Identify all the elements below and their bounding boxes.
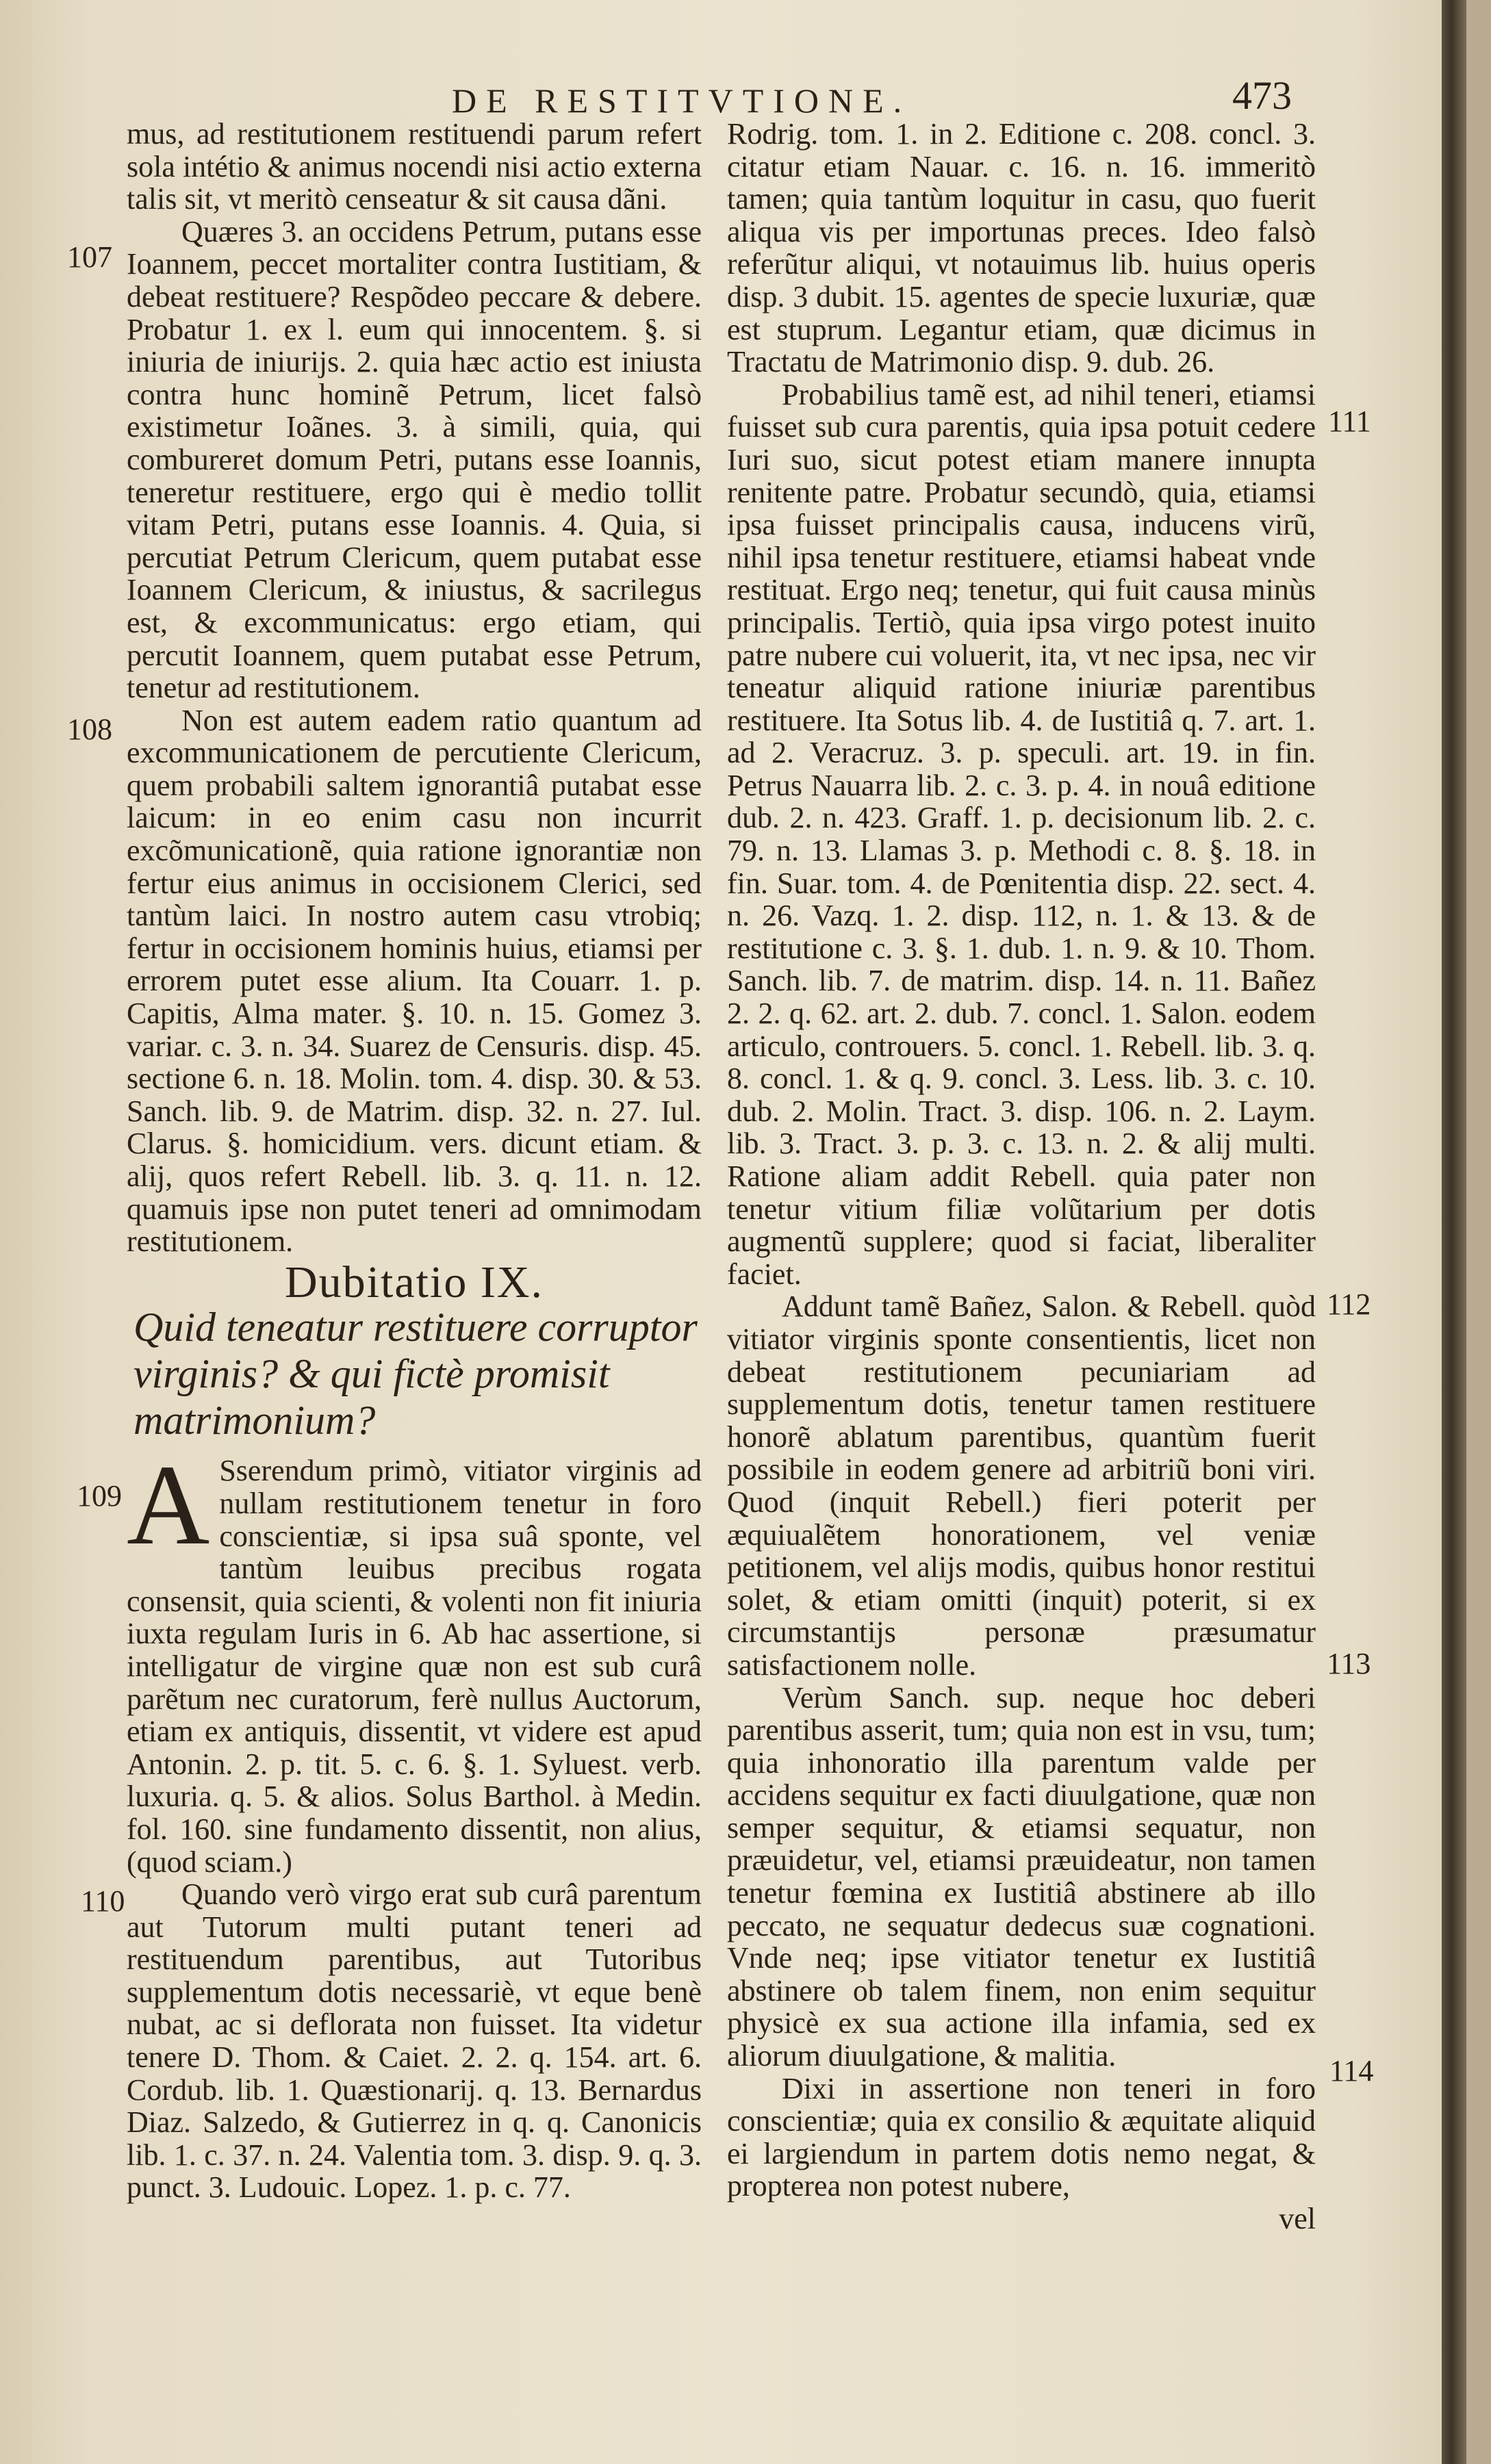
margin-number-110: 110: [81, 1884, 125, 1918]
margin-number-109: 109: [77, 1479, 122, 1513]
dubitatio-heading: Dubitatio IX.: [285, 1257, 544, 1307]
margin-number-114: 114: [1329, 2054, 1374, 2088]
paragraph-112: Addunt tamẽ Bañez, Salon. & Rebell. quòd vitiator virginis sponte consentientis, licet non debeat restitutionem pecuniariam ad supplementum dotis, tenetur tamen restituere honorẽ ablatum parentibus, quantùm fuerit possibile in eodem genere ad arbitriũ boni viri. Quod (inquit Rebell.) fieri poterit per æquiualẽtem honorationem, vel veniæ petitionem, vel alijs modis, quibus honor restitui solet, & etiam omitti (inquit) poterit, si ex circumstantijs personæ præsumatur satisfactionem nolle.: [727, 1289, 1316, 1682]
paragraph-109-text: Sserendum primò, vitiator virginis ad nullam restitutionem tenetur in foro conscientiæ, si ipsa suâ sponte, vel tantùm leuibus precibus rogata consensit, quia scienti, & volenti non fit iniuria iuxta regulam Iuris in 6. Ab hac assertione, si intelligatur de virgine quæ non est sub curâ parẽtum nec curatorum, ferè nullus Auctorum, etiam ex antiquis, dissentit, vt videre est apud Antonin. 2. p. tit. 5. c. 6. §. 1. Syluest. verb. luxuria. q. 5. & alios. Solus Barthol. à Medin. fol. 160. sine fundamento dissentit, non alius, (quod sciam.): [127, 1454, 702, 1879]
dubitatio-question: Quid teneatur restituere corruptor virginis? & qui fictè promisit matrimonium?: [133, 1305, 698, 1443]
margin-number-107: 107: [67, 240, 112, 274]
paragraph-110: Quando verò virgo erat sub curâ parentum aut Tutorum multi putant teneri ad restituendum parentibus, aut Tutoribus supplementum dotis necessariè, vt eque benè nubat, ac si deflorata non fuisset. Ita videtur tenere D. Thom. & Caiet. 2. 2. q. 154. art. 6. Cordub. lib. 1. Quæstionarij. q. 13. Bernardus Diaz. Salzedo, & Gutierrez in q. q. Canonicis lib. 1. c. 37. n. 24. Valentia tom. 3. disp. 9. q. 3. punct. 3. Ludouic. Lopez. 1. p. c. 77.: [127, 1877, 702, 2205]
margin-number-108: 108: [67, 713, 112, 746]
paragraph-114: Dixi in assertione non teneri in foro conscientiæ; quia ex consilio & æquitate aliquid ei largiendum in partem dotis nemo negat, & propterea non potest nubere,: [727, 2071, 1316, 2203]
paragraph-continuation-right: Rodrig. tom. 1. in 2. Editione c. 208. concl. 3. citatur etiam Nauar. c. 16. n. 16. immeritò tamen; quia tantùm loquitur in casu, quo fuerit aliqua vis per importunas preces. Ideo falsò referũtur aliqui, vt notauimus lib. huius operis disp. 3 dubit. 15. agentes de specie luxuriæ, quæ est stuprum. Legantur etiam, quæ dicimus in Tractatu de Matrimonio disp. 9. dub. 26.: [727, 117, 1316, 379]
catchword: vel: [1279, 2202, 1316, 2235]
margin-number-112: 112: [1327, 1287, 1371, 1321]
drop-cap: A: [127, 1441, 210, 1569]
paragraph-113: Verùm Sanch. sup. neque hoc deberi parentibus asserit, tum; quia non est in vsu, tum; quia inhonoratio illa parentum valde per accidens sequitur ex facti diuulgatione, quæ non semper sequitur, & etiamsi sequatur, non præuidetur, vel, etiamsi præuideatur, non tamen tenetur fœmina ex Iustitiâ abstinere ab illo peccato, ne sequatur dedecus suæ cognationi. Vnde neq; ipse vitiator tenetur ex Iustitiâ abstinere ob talem finem, non enim sequitur physicè ex sua actione illa infamia, sed ex aliorum diuulgatione, & malitia.: [727, 1680, 1316, 2073]
margin-number-113: 113: [1327, 1647, 1371, 1680]
left-column: [127, 118, 702, 2204]
paragraph-108: Non est autem eadem ratio quantum ad excommunicationem de percutiente Clericum, quem probabili saltem ignorantiâ putabat esse laicum: in eo enim casu non incurrit excõmunicationẽ, quia ratione ignorantiæ non fertur eius animus in occisionem Clerici, sed tantùm laici. In nostro autem casu vtrobiq; fertur in occisionem hominis huius, etiamsi per errorem putet esse alium. Ita Couarr. 1. p. Capitis, Alma mater. §. 10. n. 15. Gomez 3. variar. c. 3. n. 34. Suarez de Censuris. disp. 45. sectione 6. n. 18. Molin. tom. 4. disp. 30. & 53. Sanch. lib. 9. de Matrim. disp. 32. n. 27. Iul. Clarus. §. homicidium. vers. dicunt etiam. & alij, quos refert Rebell. lib. 3. q. 11. n. 12. quamuis ipse non putet teneri ad omnimodam restitutionem.: [127, 703, 702, 1259]
paragraph-109: [127, 1441, 702, 1879]
paragraph-111: Probabilius tamẽ est, ad nihil teneri, etiamsi fuisset sub cura parentis, quia ipsa potuit cedere Iuri suo, sicut potest etiam manere innupta renitente patre. Probatur secundò, quia, etiamsi ipsa fuisset principalis causa, inducens virũ, nihil ipsa tenetur restituere, etiamsi habeat vnde restituat. Ergo neq; tenetur, qui fuit causa minùs principalis. Tertiò, quia ipsa virgo potest inuito patre nubere cui voluerit, ita, vt nec ipsa, nec vir teneatur aliquid ratione iniuriæ parentibus restituere. Ita Sotus lib. 4. de Iustitiâ q. 7. art. 1. ad 2. Veracruz. 3. p. speculi. art. 19. in fin. Petrus Nauarra lib. 2. c. 3. p. 4. in nouâ editione dub. 2. n. 423. Graff. 1. p. decisionum lib. 2. c. 79. n. 13. Llamas 3. p. Methodi c. 8. §. 18. in fin. Suar. tom. 4. de Pœnitentia disp. 22. sect. 4. n. 26. Vazq. 1. 2. disp. 112, n. 1. & 13. & de restitutione c. 3. §. 1. dub. 1. n. 9. & 10. Thom. Sanch. lib. 7. de matrim. disp. 14. n. 11. Bañez 2. 2. q. 62. art. 2. dub. 7. concl. 1. Salon. eodem articulo, controuers. 5. concl. 1. Rebell. lib. 3. q. 8. concl. 1. & q. 9. concl. 3. Less. lib. 3. c. 10. dub. 2. Molin. Tract. 3. disp. 106. n. 2. Laym. lib. 3. Tract. 3. p. 3. c. 13. n. 2. & alij multi. Ratione aliam addit Rebell. quia pater non tenetur vitium filiæ volũtarium per dotis augmentũ supplere; quod si faciat, liberaliter faciet.: [727, 377, 1316, 1291]
paragraph-continuation: mus, ad restitutionem restituendi parum refert sola intétio & animus nocendi nisi actio externa talis sit, vt meritò censeatur & sit causa dãni.: [127, 117, 702, 216]
running-title: DE RESTITVTIONE.: [452, 81, 912, 120]
right-column: [727, 118, 1316, 2235]
page-number: 473: [1232, 73, 1292, 118]
page-edge: [1442, 0, 1466, 2464]
margin-number-111: 111: [1328, 405, 1371, 438]
paragraph-107: Quæres 3. an occidens Petrum, putans esse Ioannem, peccet mortaliter contra Iustitiam, & debeat restituere? Respõdeo peccare & debere. Probatur 1. ex l. eum qui innocentem. §. si iniuria de iniurijs. 2. quia hæc actio est iniusta contra hunc hominẽ Petrum, licet falsò existimetur Ioãnes. 3. à simili, quia, qui combureret domum Petri, putans esse Ioannis, teneretur restituere, ergo qui è medio tollit vitam Petri, putans esse Ioannis. 4. Quia, si percutiat Petrum Clericum, quem putabat esse Ioannem Clericum, & iniustus, & sacrilegus est, & excommunicatus: ergo etiam, qui percutit Ioannem, quem putabat esse Petrum, tenetur ad restitutionem.: [127, 214, 702, 705]
